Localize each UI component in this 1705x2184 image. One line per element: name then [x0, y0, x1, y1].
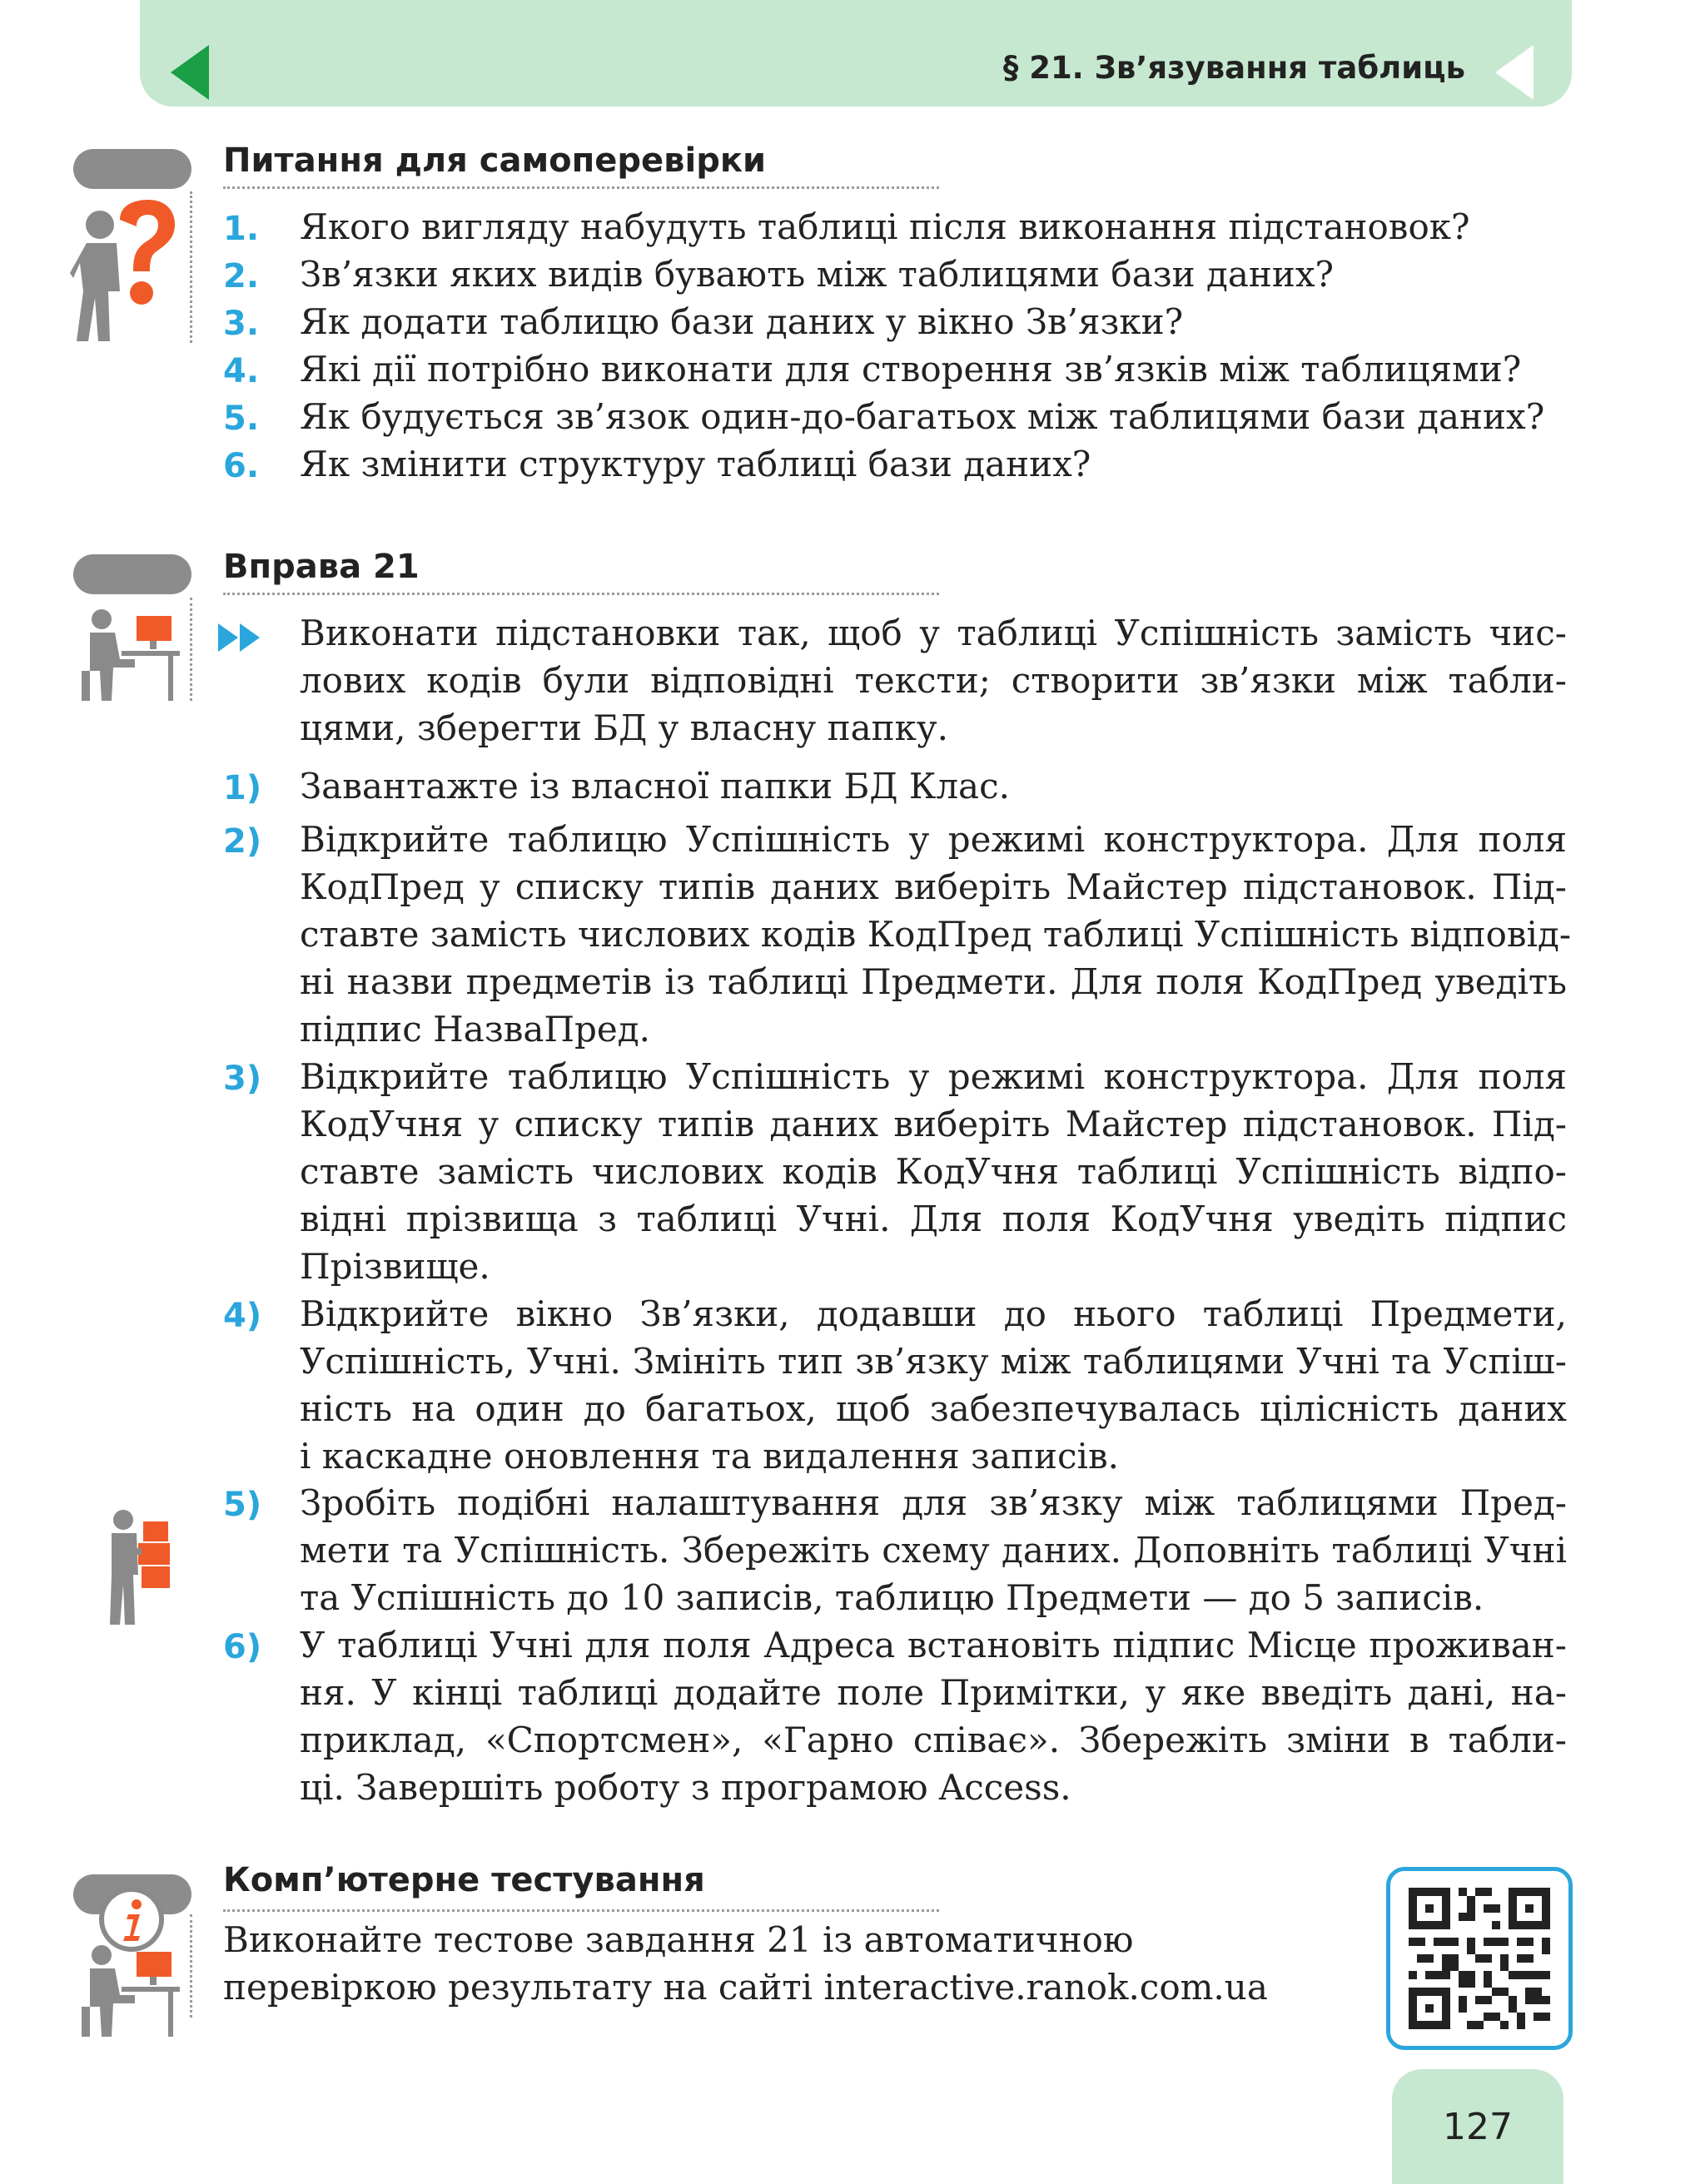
exercise-intro-line: Виконати підстановки так, щоб у таблиці Успішність замість чис-: [300, 613, 1567, 653]
step-number: 3): [223, 1060, 262, 1098]
question-person-icon: [70, 200, 178, 343]
step-number: 4): [223, 1297, 262, 1335]
step-line: підпис НазваПред.: [300, 1009, 650, 1050]
divider: [190, 598, 192, 701]
question-number: 4.: [223, 352, 260, 390]
step-line: Успішність, Учні. Змініть тип зв’язку між таблицями Учні та Успіш-: [300, 1341, 1567, 1382]
exercise-intro-line: лових кодів були відповідні тексти; створити зв’язки між табли-: [300, 660, 1567, 701]
testing-line: перевіркою результату на сайті interactive.ranok.com.ua: [223, 1967, 1268, 2008]
step-line: У таблиці Учні для поля Адреса встановіть підпис Місце проживан-: [300, 1625, 1567, 1665]
step-line: КодПред у списку типів даних виберіть Майстер підстановок. Під-: [300, 866, 1567, 907]
exercise-intro-line: цями, зберегти БД у власну папку.: [300, 707, 948, 748]
section-marker: [73, 149, 191, 189]
step-line: Завантажте із власної папки БД Клас.: [300, 766, 1010, 807]
question-text: Зв’язки яких видів бувають між таблицями бази даних?: [300, 254, 1335, 295]
step-line: ставте замість числових кодів КодПред таблиці Успішність відповід-: [300, 914, 1572, 955]
qr-code-icon: [1409, 1888, 1550, 2029]
page-number: 127: [1443, 2106, 1513, 2148]
divider: [223, 186, 939, 189]
question-number: 6.: [223, 447, 260, 485]
step-number: 6): [223, 1628, 262, 1666]
step-line: Прізвище.: [300, 1246, 490, 1287]
question-number: 5.: [223, 400, 260, 438]
divider: [223, 1909, 939, 1912]
question-number: 2.: [223, 257, 260, 295]
step-line: та Успішність до 10 записів, таблицю Предмети — до 5 записів.: [300, 1577, 1484, 1618]
question-text: Які дії потрібно виконати для створення зв’язків між таблицями?: [300, 349, 1522, 390]
step-line: ці. Завершіть роботу з програмою Access.: [300, 1767, 1071, 1808]
step-line: ні назви предметів із таблиці Предмети. Для поля КодПред уведіть: [300, 961, 1567, 1002]
testing-title: Комп’ютерне тестування: [223, 1861, 705, 1899]
question-text: Як змінити структуру таблиці бази даних?: [300, 444, 1091, 484]
testing-line: Виконайте тестове завдання 21 із автоматичною: [223, 1919, 1134, 1960]
divider: [190, 191, 192, 343]
step-line: Відкрийте таблицю Успішність у режимі конструктора. Для поля: [300, 819, 1567, 860]
divider: [223, 593, 939, 595]
step-line: Відкрийте вікно Зв’язки, додавши до нього таблиці Предмети,: [300, 1293, 1567, 1334]
exercise-title: Вправа 21: [223, 548, 420, 586]
question-text: Якого вигляду набудуть таблиці після виконання підстановок?: [300, 206, 1470, 247]
step-line: КодУчня у списку типів даних виберіть Майстер підстановок. Під-: [300, 1104, 1567, 1144]
question-text: Як будується зв’язок один-до-багатьох між таблицями бази даних?: [300, 396, 1545, 437]
step-line: приклад, «Спортсмен», «Гарно співає». Збережіть зміни в табли-: [300, 1720, 1567, 1760]
section-title: § 21. Зв’язування таблиць: [1002, 50, 1465, 86]
step-number: 2): [223, 822, 262, 861]
qr-code[interactable]: [1386, 1867, 1573, 2050]
self-check-title: Питання для самоперевірки: [223, 141, 767, 180]
question-number: 1.: [223, 210, 260, 248]
arrow-right-icon[interactable]: [1495, 45, 1534, 100]
computer-user-icon: [82, 608, 180, 701]
section-marker: [73, 554, 191, 594]
double-arrow-icon: [218, 623, 261, 652]
step-line: і каскадне оновлення та видалення записів.: [300, 1436, 1119, 1477]
step-line: Відкрийте таблицю Успішність у режимі конструктора. Для поля: [300, 1056, 1567, 1097]
step-line: ність на один до багатьох, щоб забезпечувалась цілісність даних: [300, 1388, 1567, 1429]
question-text: Як додати таблицю бази даних у вікно Зв’язки?: [300, 301, 1184, 342]
step-line: ставте замість числових кодів КодУчня таблиці Успішність відпо-: [300, 1151, 1567, 1192]
person-carrying-boxes-icon: [108, 1508, 175, 1625]
info-icon: [98, 1886, 165, 1953]
step-line: Зробіть подібні налаштування для зв’язку між таблицями Пред-: [300, 1482, 1567, 1523]
step-number: 1): [223, 769, 262, 807]
step-line: мети та Успішність. Збережіть схему даних. Доповніть таблиці Учні: [300, 1530, 1567, 1571]
step-number: 5): [223, 1486, 262, 1524]
step-line: ня. У кінці таблиці додайте поле Примітки, у яке введіть дані, на-: [300, 1672, 1567, 1713]
question-number: 3.: [223, 305, 260, 343]
arrow-left-icon[interactable]: [171, 45, 209, 100]
step-line: відні прізвища з таблиці Учні. Для поля КодУчня уведіть підпис: [300, 1199, 1567, 1239]
divider: [190, 1914, 192, 2018]
computer-user-icon: [82, 1943, 180, 2037]
